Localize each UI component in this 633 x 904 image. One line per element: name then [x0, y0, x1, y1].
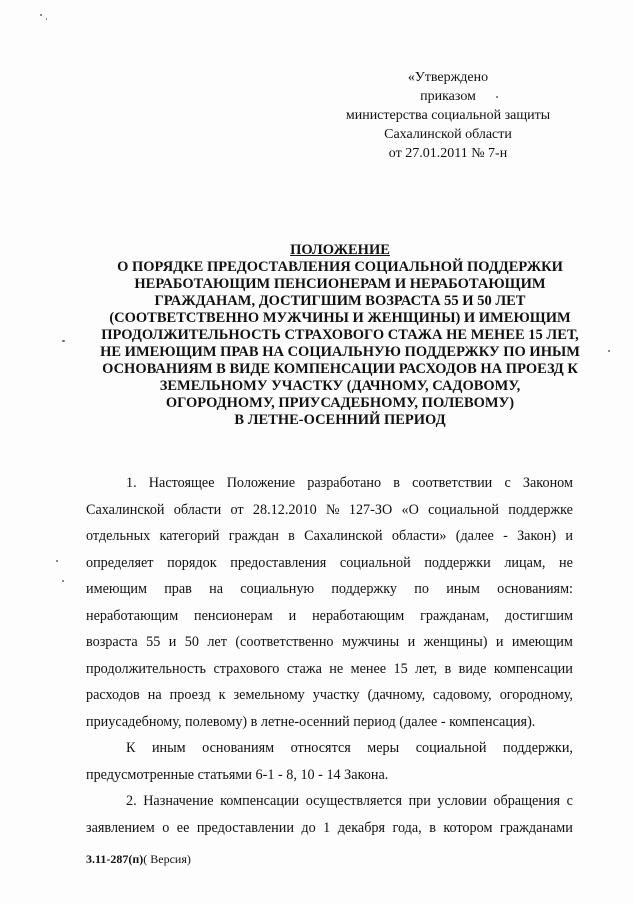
- body-word: Законом: [522, 475, 573, 491]
- body-word: не: [329, 660, 344, 677]
- body-word: 55: [146, 634, 161, 650]
- body-word: №: [326, 501, 340, 518]
- body-word: соответствии: [412, 475, 493, 491]
- body-word: условии: [437, 793, 487, 809]
- body-line: [86, 550, 573, 577]
- document-body: [86, 470, 573, 841]
- body-word: достигшим: [504, 607, 573, 624]
- scan-speck: [40, 14, 42, 16]
- approval-line: приказом: [420, 89, 476, 104]
- body-word: Настоящее: [148, 475, 215, 491]
- body-word: виде: [458, 660, 487, 677]
- body-word: с: [504, 475, 511, 491]
- body-word: категорий: [159, 528, 220, 544]
- body-line: [86, 629, 573, 656]
- body-word: иным: [151, 740, 186, 756]
- title-line: (СООТВЕТСТВЕННО МУЖЧИНЫ И ЖЕНЩИНЫ) И ИМЕЮЩИМ: [109, 310, 571, 326]
- body-word: 50: [184, 634, 199, 650]
- body-word: области»: [391, 528, 447, 544]
- body-line: [86, 709, 573, 736]
- body-line: [86, 682, 573, 709]
- scan-speck: [62, 580, 64, 582]
- body-word: и: [495, 634, 504, 650]
- body-word: компенсации: [220, 793, 300, 809]
- body-word: социальной: [415, 740, 487, 756]
- body-word: области: [173, 501, 222, 518]
- body-word: ее: [176, 819, 190, 836]
- body-word: меры: [367, 740, 400, 756]
- approval-stamp-block: [318, 68, 578, 163]
- body-word: неработающим: [312, 607, 405, 624]
- body-word: возраста: [86, 634, 138, 650]
- body-text-span: приусадебному, полевому) в летне-осенний период (далее - компенсация).: [86, 713, 536, 730]
- title-line: ЗЕМЕЛЬНОМУ УЧАСТКУ (ДАЧНОМУ, САДОВОМУ,: [159, 378, 521, 394]
- body-word: от: [230, 501, 244, 518]
- body-word: в: [288, 528, 295, 544]
- body-word: К: [126, 740, 136, 756]
- body-word: к: [218, 687, 226, 703]
- body-word: 127-ЗО: [348, 501, 393, 518]
- body-line: [86, 576, 573, 603]
- body-word: имеющим: [511, 634, 573, 650]
- body-word: менее: [350, 660, 387, 677]
- body-text-span: предусмотренные статьями 6-1 - 8, 10 - 14 Закона.: [86, 766, 389, 783]
- scan-speck: [496, 96, 498, 98]
- scan-speck: [608, 350, 610, 352]
- body-word: отдельных: [86, 528, 151, 544]
- body-word: по: [414, 581, 429, 597]
- body-word: не: [559, 554, 573, 571]
- body-word: огородному,: [499, 687, 573, 703]
- body-word: гражданам,: [420, 607, 490, 624]
- body-line: [86, 762, 573, 789]
- body-word: неработающим: [86, 607, 179, 624]
- title-line: ГРАЖДАНАМ, ДОСТИГШИМ ВОЗРАСТА 55 И 50 ЛЕТ: [154, 293, 526, 309]
- body-word: предоставления: [230, 554, 327, 571]
- body-word: «О: [401, 501, 419, 518]
- body-word: Сахалинской: [304, 528, 383, 544]
- body-word: социальную: [240, 581, 315, 597]
- body-word: прав: [164, 581, 192, 597]
- body-line: [86, 788, 573, 815]
- body-word: участку: [312, 687, 360, 703]
- body-word: Закон): [517, 528, 557, 544]
- body-word: (соответственно: [235, 634, 334, 650]
- body-word: основаниям:: [497, 581, 573, 597]
- body-word: обращения: [493, 793, 561, 809]
- body-word: 2.: [126, 793, 137, 809]
- body-word: определяет: [86, 554, 154, 571]
- body-word: осуществляется: [305, 793, 403, 809]
- body-word: Сахалинской: [86, 501, 165, 518]
- body-word: относятся: [290, 740, 351, 756]
- body-word: в: [444, 660, 452, 677]
- body-word: и: [288, 607, 297, 624]
- body-word: заявлением: [86, 819, 155, 836]
- title-line: НЕРАБОТАЮЩИМ ПЕНСИОНЕРАМ И НЕРАБОТАЮЩИМ: [134, 276, 546, 292]
- body-word: стажа: [286, 660, 322, 677]
- scan-speck: [62, 340, 65, 342]
- body-word: проезд: [169, 687, 211, 703]
- body-word: расходов: [86, 687, 140, 703]
- body-word: иным: [446, 581, 480, 597]
- body-word: лет,: [415, 660, 438, 677]
- body-line: [86, 815, 573, 842]
- body-word: продолжительность: [86, 660, 207, 677]
- body-line: [86, 497, 573, 524]
- scan-speck: [46, 18, 47, 20]
- footer-version: ( Версия): [143, 852, 191, 866]
- body-word: до: [301, 819, 316, 836]
- body-word: предоставлении: [196, 819, 294, 836]
- body-word: (дачному,: [367, 687, 425, 703]
- body-word: (далее: [455, 528, 494, 544]
- body-word: на: [147, 687, 162, 703]
- body-word: 1: [323, 819, 331, 836]
- title-line: ОСНОВАНИЯМ В ВИДЕ КОМПЕНСАЦИИ РАСХОДОВ НА ПРОЕЗД К: [102, 361, 578, 377]
- body-word: женщины): [423, 634, 488, 650]
- body-word: садовому,: [433, 687, 492, 703]
- body-word: страхового: [213, 660, 280, 677]
- title-line: НЕ ИМЕЮЩИМ ПРАВ НА СОЦИАЛЬНУЮ ПОДДЕРЖКУ ПО ИНЫМ: [100, 344, 580, 360]
- approval-line: «Утверждено: [407, 70, 489, 85]
- body-line: [86, 656, 573, 683]
- document-title: [70, 242, 610, 429]
- body-word: 1.: [126, 475, 137, 491]
- body-line: [86, 523, 573, 550]
- body-word: земельному: [233, 687, 305, 703]
- body-word: поддержки: [424, 554, 491, 571]
- body-word: имеющим: [86, 581, 147, 597]
- title-heading: ПОЛОЖЕНИЕ: [290, 242, 390, 258]
- title-line: ПРОДОЛЖИТЕЛЬНОСТЬ СТРАХОВОГО СТАЖА НЕ МЕНЕЕ 15 ЛЕТ,: [101, 327, 579, 343]
- body-word: с: [566, 793, 573, 809]
- body-word: социальной: [339, 554, 411, 571]
- body-word: 15: [393, 660, 408, 677]
- body-word: основаниям: [202, 740, 275, 756]
- approval-line: Сахалинской области: [384, 127, 512, 142]
- body-word: и: [565, 528, 573, 544]
- body-word: лет: [207, 634, 227, 650]
- body-word: на: [209, 581, 224, 597]
- body-word: граждан: [228, 528, 279, 544]
- scan-speck: [56, 560, 58, 562]
- body-word: порядок: [167, 554, 217, 571]
- body-word: поддержки,: [503, 740, 573, 756]
- body-word: разработано: [307, 475, 382, 491]
- body-word: Назначение: [143, 793, 214, 809]
- body-word: при: [408, 793, 431, 809]
- body-word: поддержке: [508, 501, 573, 518]
- body-word: поддержку: [331, 581, 398, 597]
- body-word: лицам,: [504, 554, 546, 571]
- body-word: пенсионерам: [194, 607, 273, 624]
- body-word: о: [162, 819, 170, 836]
- body-word: в: [393, 475, 400, 491]
- body-word: мужчины: [341, 634, 400, 650]
- body-word: котором: [443, 819, 493, 836]
- body-word: года,: [392, 819, 422, 836]
- body-word: 28.12.2010: [252, 501, 317, 518]
- approval-line: от 27.01.2011 № 7-н: [388, 146, 508, 161]
- title-line: В ЛЕТНЕ-ОСЕННИЙ ПЕРИОД: [234, 412, 446, 428]
- title-line: О ПОРЯДКЕ ПРЕДОСТАВЛЕНИЯ СОЦИАЛЬНОЙ ПОДДЕРЖКИ: [117, 259, 563, 275]
- body-word: -: [503, 528, 508, 544]
- document-footer: [86, 852, 191, 867]
- approval-line: министерства социальной защиты: [345, 108, 551, 123]
- body-line: [86, 603, 573, 630]
- body-word: гражданами: [499, 819, 573, 836]
- title-line: ОГОРОДНОМУ, ПРИУСАДЕБНОМУ, ПОЛЕВОМУ): [165, 395, 515, 411]
- body-word: в: [429, 819, 436, 836]
- footer-code: 3.11-287(п): [86, 852, 144, 866]
- body-line: [86, 735, 573, 762]
- body-word: Положение: [226, 475, 296, 491]
- body-word: компенсации: [493, 660, 573, 677]
- body-word: декабря: [337, 819, 386, 836]
- body-word: и: [407, 634, 416, 650]
- body-word: и: [168, 634, 177, 650]
- body-line: [86, 470, 573, 497]
- body-word: социальной: [428, 501, 499, 518]
